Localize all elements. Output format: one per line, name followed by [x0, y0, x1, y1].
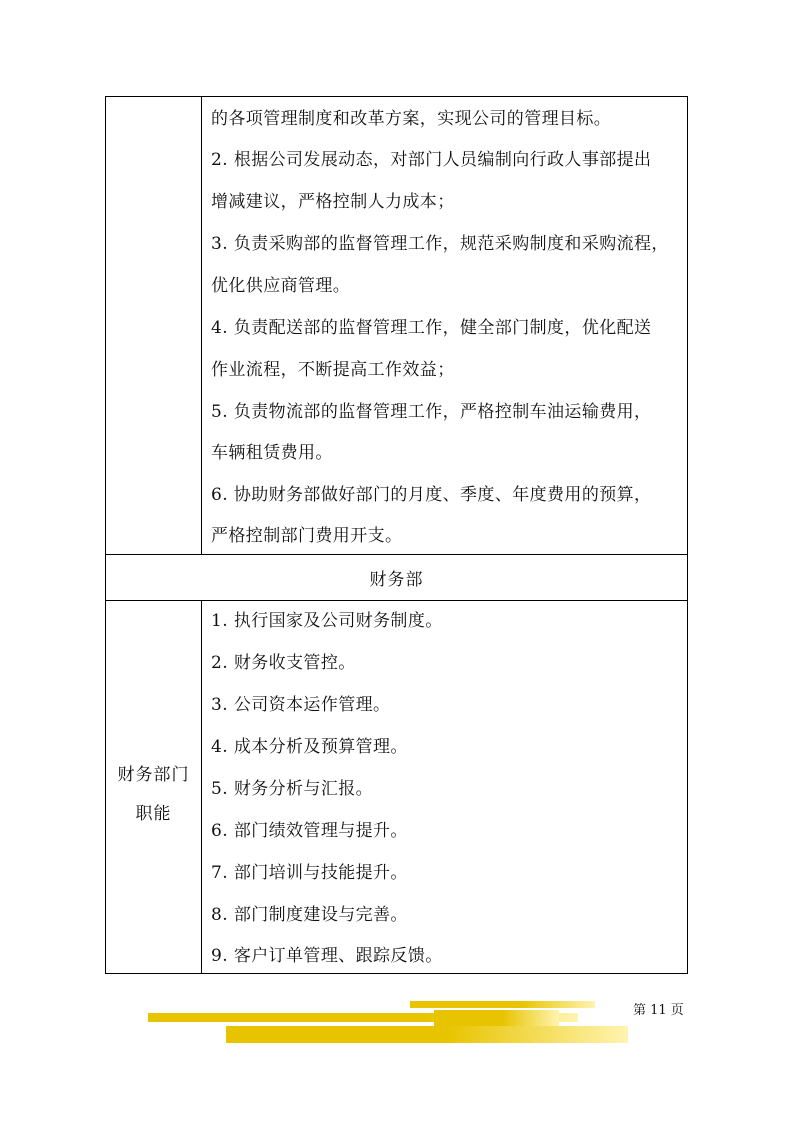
finance-item: 9. 客户订单管理、跟踪反馈。	[211, 946, 443, 966]
department-label-line1: 财务部门	[117, 765, 190, 785]
finance-item: 3. 公司资本运作管理。	[211, 695, 391, 715]
row-divider-2	[106, 600, 687, 601]
finance-item: 2. 财务收支管控。	[211, 653, 356, 673]
section-title: 财务部	[369, 569, 424, 590]
footer-bar	[410, 1001, 595, 1008]
continuation-line: 的各项管理制度和改革方案，实现公司的管理目标。	[211, 109, 612, 129]
continuation-line: 增减建议，严格控制人力成本；	[211, 192, 455, 212]
column-divider-top	[201, 97, 202, 554]
column-divider-bottom	[201, 600, 202, 974]
finance-item: 7. 部门培训与技能提升。	[211, 863, 408, 883]
continuation-line: 优化供应商管理。	[211, 276, 351, 296]
continuation-line: 作业流程，不断提高工作效益；	[211, 360, 455, 380]
finance-item: 5. 财务分析与汇报。	[211, 779, 374, 799]
finance-item: 8. 部门制度建设与完善。	[211, 905, 408, 925]
finance-item: 6. 部门绩效管理与提升。	[211, 821, 408, 841]
continuation-line: 2. 根据公司发展动态，对部门人员编制向行政人事部提出	[211, 150, 652, 170]
continuation-line: 6. 协助财务部做好部门的月度、季度、年度费用的预算，	[211, 485, 652, 505]
footer-bar	[226, 1026, 628, 1043]
responsibility-table	[105, 96, 688, 974]
finance-item: 1. 执行国家及公司财务制度。	[211, 611, 443, 631]
footer-bar	[148, 1013, 578, 1022]
finance-item: 4. 成本分析及预算管理。	[211, 737, 408, 757]
continuation-line: 严格控制部门费用开支。	[211, 526, 403, 546]
department-label-line2: 职能	[135, 804, 172, 824]
page-number: 第 11 页	[633, 1003, 684, 1018]
continuation-line: 4. 负责配送部的监督管理工作，健全部门制度，优化配送	[211, 318, 652, 338]
continuation-line: 5. 负责物流部的监督管理工作，严格控制车油运输费用，	[211, 402, 652, 422]
continuation-line: 车辆租赁费用。	[211, 443, 333, 463]
footer-bar	[434, 1010, 559, 1028]
continuation-line: 3. 负责采购部的监督管理工作，规范采购制度和采购流程，	[211, 234, 669, 254]
